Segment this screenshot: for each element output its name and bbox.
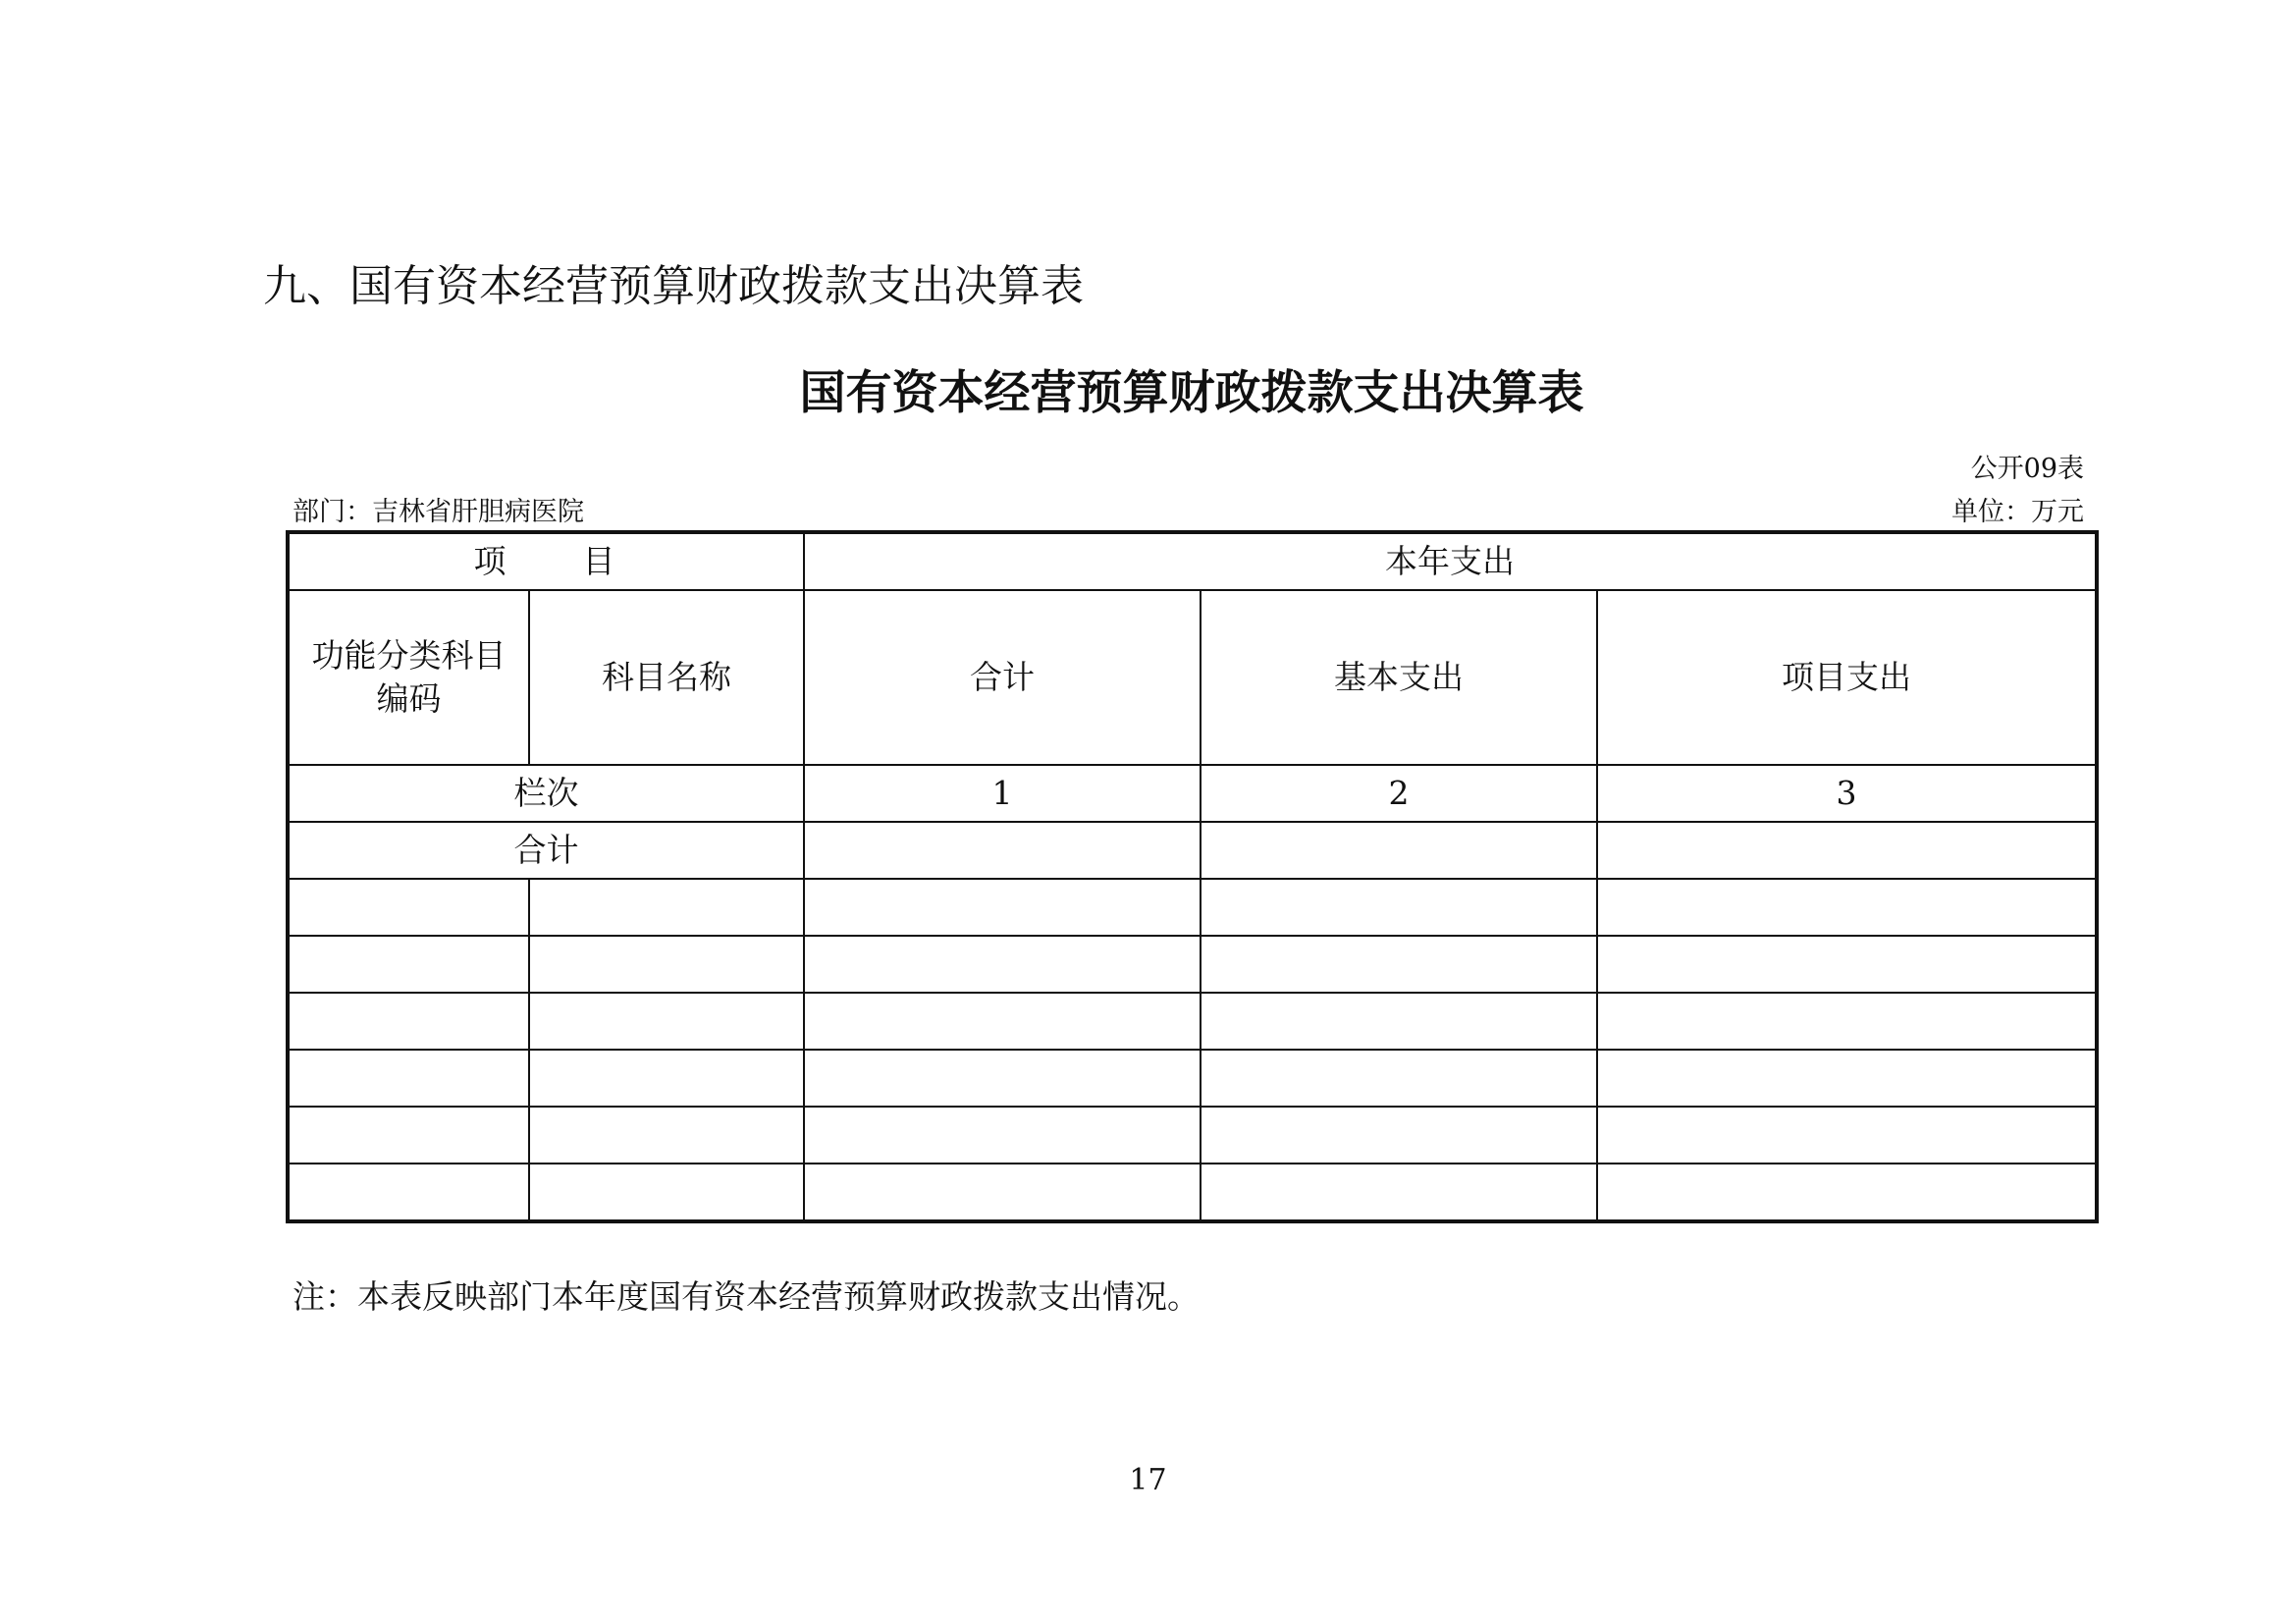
cell-name bbox=[529, 1050, 804, 1107]
table-note: 注：本表反映部门本年度国有资本经营预算财政拨款支出情况。 bbox=[293, 1277, 1200, 1316]
cell-basic bbox=[1201, 1107, 1597, 1164]
table-row bbox=[288, 1107, 2097, 1164]
col-function-code: 功能分类科目编码 bbox=[288, 590, 529, 765]
cell-total bbox=[804, 936, 1201, 993]
col-project: 项目支出 bbox=[1597, 590, 2097, 765]
col-subject-name: 科目名称 bbox=[529, 590, 804, 765]
header-row-top bbox=[288, 532, 2097, 590]
expenditure-table bbox=[286, 530, 2099, 1223]
cell-basic bbox=[1201, 879, 1597, 936]
cell-project bbox=[1597, 993, 2097, 1050]
cell-total bbox=[804, 1050, 1201, 1107]
table-title: 国有资本经营预算财政拨款支出决算表 bbox=[799, 366, 1584, 420]
column-index-1: 1 bbox=[804, 765, 1201, 822]
cell-name bbox=[529, 1107, 804, 1164]
cell-basic bbox=[1201, 1164, 1597, 1221]
header-current-year: 本年支出 bbox=[804, 532, 2097, 590]
header-row-columns bbox=[288, 590, 2097, 765]
cell-total bbox=[804, 1107, 1201, 1164]
column-index-2: 2 bbox=[1201, 765, 1597, 822]
table-row bbox=[288, 936, 2097, 993]
total-row-basic bbox=[1201, 822, 1597, 879]
col-total: 合计 bbox=[804, 590, 1201, 765]
cell-code bbox=[288, 879, 529, 936]
form-code: 公开09表 bbox=[1970, 454, 2084, 484]
column-index-label: 栏次 bbox=[288, 765, 804, 822]
cell-basic bbox=[1201, 936, 1597, 993]
cell-total bbox=[804, 1164, 1201, 1221]
cell-code bbox=[288, 936, 529, 993]
table-row bbox=[288, 879, 2097, 936]
cell-code bbox=[288, 993, 529, 1050]
cell-name bbox=[529, 879, 804, 936]
header-item: 项 目 bbox=[288, 532, 804, 590]
cell-total bbox=[804, 993, 1201, 1050]
section-heading: 九、国有资本经营预算财政拨款支出决算表 bbox=[263, 261, 1084, 311]
column-index-3: 3 bbox=[1597, 765, 2097, 822]
total-row bbox=[288, 822, 2097, 879]
table-row bbox=[288, 1050, 2097, 1107]
table-row bbox=[288, 993, 2097, 1050]
cell-basic bbox=[1201, 993, 1597, 1050]
cell-name bbox=[529, 936, 804, 993]
unit-label: 单位：万元 bbox=[1951, 497, 2084, 527]
cell-basic bbox=[1201, 1050, 1597, 1107]
total-row-label: 合计 bbox=[288, 822, 804, 879]
col-basic: 基本支出 bbox=[1201, 590, 1597, 765]
cell-code bbox=[288, 1107, 529, 1164]
cell-total bbox=[804, 879, 1201, 936]
cell-project bbox=[1597, 936, 2097, 993]
cell-project bbox=[1597, 1050, 2097, 1107]
page-number: 17 bbox=[1129, 1463, 1167, 1497]
cell-project bbox=[1597, 1164, 2097, 1221]
department-label: 部门：吉林省肝胆病医院 bbox=[293, 497, 584, 527]
cell-project bbox=[1597, 879, 2097, 936]
cell-project bbox=[1597, 1107, 2097, 1164]
column-index-row bbox=[288, 765, 2097, 822]
table-row bbox=[288, 1164, 2097, 1221]
total-row-total bbox=[804, 822, 1201, 879]
total-row-project bbox=[1597, 822, 2097, 879]
cell-code bbox=[288, 1050, 529, 1107]
cell-code bbox=[288, 1164, 529, 1221]
cell-name bbox=[529, 993, 804, 1050]
cell-name bbox=[529, 1164, 804, 1221]
